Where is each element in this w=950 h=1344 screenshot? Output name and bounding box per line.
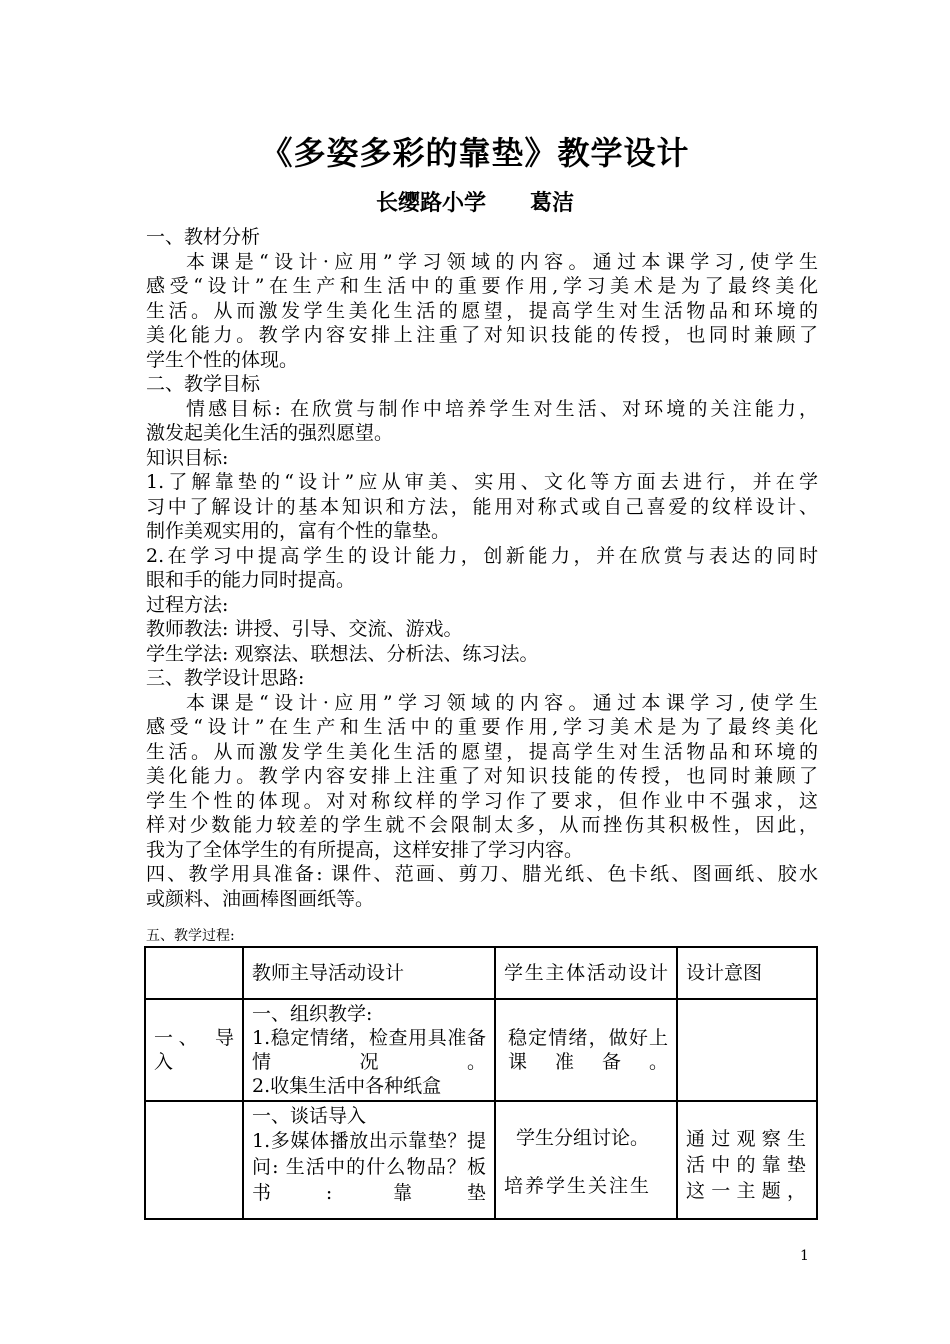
paragraph-line: 2.在学习中提高学生的设计能力，创新能力，并在欣赏与表达的同时 xyxy=(146,544,818,567)
section-heading: 三、教学设计思路: xyxy=(146,667,305,689)
author-name: 葛洁 xyxy=(530,191,575,216)
stage-cell: 一、 导入 xyxy=(145,999,243,1101)
document-body xyxy=(146,225,818,911)
paragraph-line: 美化能力。教学内容安排上注重了对知识技能的传授，也同时兼顾了 xyxy=(146,324,818,346)
paragraph-line: 教师教法: 讲授、引导、交流、游戏。 xyxy=(146,618,463,640)
cell-line: 1.稳定情绪，检查用具准备情况。 xyxy=(252,1027,486,1073)
table-header-row xyxy=(145,947,817,999)
design-intent-cell: 通过观察生活中的靠垫这一主题， xyxy=(677,1101,817,1219)
paragraph-line: 激发起美化生活的强烈愿望。 xyxy=(146,422,394,444)
table-header-cell: 设计意图 xyxy=(677,947,817,999)
paragraph-line: 感受“设计”在生产和生活中的重要作用,学习美术是为了最终美化 xyxy=(146,275,818,297)
paragraph-line: 1.了解靠垫的“设计”应从审美、实用、文化等方面去进行，并在学 xyxy=(146,471,818,493)
paragraph-line: 本课是“设计·应用”学习领域的内容。通过本课学习,使学生 xyxy=(186,691,818,714)
paragraph-line: 或颜料、油画棒图画纸等。 xyxy=(146,887,375,910)
section-heading: 二、教学目标 xyxy=(146,373,261,395)
teaching-process-table xyxy=(144,946,818,1220)
paragraph-line: 学生学法: 观察法、联想法、分析法、练习法。 xyxy=(146,642,539,665)
section-heading: 一、教材分析 xyxy=(146,226,261,248)
student-activity-cell: 稳定情绪，做好上课准备。 xyxy=(495,999,677,1101)
table-row xyxy=(145,999,817,1101)
paragraph-line: 知识目标: xyxy=(146,446,229,469)
cell-line: 一、谈话导入 xyxy=(252,1105,367,1127)
paragraph-line: 美化能力。教学内容安排上注重了对知识技能的传授，也同时兼顾了 xyxy=(146,765,818,787)
paragraph-line: 生活。从而激发学生美化生活的愿望，提高学生对生活物品和环境的 xyxy=(146,740,818,763)
cell-line: 培养学生关注生 xyxy=(504,1175,652,1197)
page-title: 《多姿多彩的靠垫》教学设计 xyxy=(260,134,690,172)
section-heading-small: 五、教学过程: xyxy=(146,928,235,944)
design-intent-cell xyxy=(677,999,817,1101)
teacher-activity-cell xyxy=(243,999,495,1101)
table-header-cell: 学生主体活动设计 xyxy=(495,947,677,999)
author-line xyxy=(0,186,950,217)
teacher-activity-cell xyxy=(243,1101,495,1219)
paragraph-line: 样对少数能力较差的学生就不会限制太多，从而挫伤其积极性，因此， xyxy=(146,814,818,836)
document-page: 《多姿多彩的靠垫》教学设计 长缨路小学 葛洁 一、教材分析 本课是“设计·应用”学习领域的内容。通过本课学习,使学生 感受“设计”在生产和生活中的重要作用,学习美术是为了最终美化 生活。从而激发学生美化生活的愿望，提高学生对生活物品和环境的 美化能力。教学内容安排上注重了对知识技能的传授，也同时兼顾了 学生个性的体现。 二、教学目标 情感目标: 在欣赏与制作中培养学生对生活、对环境的关注能力， 激发起美化生活的强烈愿望。 知识目标: 1.了解靠垫的“设计”应从审美、实用、文化等方面去进行，并在学 习中了解设计的基本知识和方法，能用对称式或自己喜爱的纹样设计、 制作美观实用的，富有个性的靠垫。 2.在学习中提高学生的设计能力，创新能力，并在欣赏与表达的同时 眼和手的能力同时提高。 过程方法: 教师教法: 讲授、引导、交流、游戏。 学生学法: 观察法、联想法、分析法、练习法。 三、教学设计思路: 本课是“设计·应用”学习领域的内容。通过本课学习,使学生 感受“设计”在生产和生活中的重要作用,学习美术是为了最终美化 生活。从而激发学生美化生活的愿望，提高学生对生活物品和环境的 美化能力。教学内容安排上注重了对知识技能的传授，也同时兼顾了 学生个性的体现。对对称纹样的学习作了要求，但作业中不强求，这 样对少数能力较差的学生就不会限制太多，从而挫伤其积极性，因此， 我为了全体学生的有所提高，这样安排了学习内容。 四、教学用具准备: 课件、范画、剪刀、腊光纸、色卡纸、图画纸、胶水 或颜料、油画棒图画纸等。 五、教学过程: 教师主导活动设计 学生主体活动设计 设计意图 一、 导入 一、组织教学: 1.稳定情绪，检查用具准备情况。 2.收集生活中各种纸盒 稳定情绪，做好上课准备。 一、谈话导入 1.多媒体播放出示靠垫？提问: 生活中的什么物品？板书: 靠垫 学生分组讨论。 培养学生关注生 通过观察生活中的靠垫这一主题， 1 xyxy=(0,0,950,1344)
table-header-cell xyxy=(145,947,243,999)
paragraph-line: 本课是“设计·应用”学习领域的内容。通过本课学习,使学生 xyxy=(186,250,818,273)
paragraph-line: 情感目标: 在欣赏与制作中培养学生对生活、对环境的关注能力， xyxy=(186,397,818,420)
school-name: 长缨路小学 xyxy=(375,191,486,216)
paragraph-line: 四、教学用具准备: 课件、范画、剪刀、腊光纸、色卡纸、图画纸、胶水 xyxy=(146,863,818,885)
paragraph-line: 眼和手的能力同时提高。 xyxy=(146,569,356,591)
student-activity-cell xyxy=(495,1101,677,1219)
cell-line: 学生分组讨论。 xyxy=(516,1127,650,1149)
table-row xyxy=(145,1101,817,1219)
stage-cell xyxy=(145,1101,243,1219)
cell-line: 2.收集生活中各种纸盒 xyxy=(252,1075,442,1097)
paragraph-line: 习中了解设计的基本知识和方法，能用对称式或自己喜爱的纹样设计、 xyxy=(146,495,818,518)
paragraph-line: 过程方法: xyxy=(146,593,229,616)
paragraph-line: 学生个性的体现。对对称纹样的学习作了要求，但作业中不强求，这 xyxy=(146,789,818,812)
cell-line: 一、组织教学: xyxy=(252,1003,373,1025)
cell-line: 1.多媒体播放出示靠垫？提问: 生活中的什么物品？板书: 靠垫 xyxy=(252,1130,486,1204)
paragraph-line: 感受“设计”在生产和生活中的重要作用,学习美术是为了最终美化 xyxy=(146,716,818,738)
paragraph-line: 生活。从而激发学生美化生活的愿望，提高学生对生活物品和环境的 xyxy=(146,299,818,322)
paragraph-line: 我为了全体学生的有所提高，这样安排了学习内容。 xyxy=(146,838,584,861)
paragraph-line: 制作美观实用的，富有个性的靠垫。 xyxy=(146,520,451,542)
paragraph-line: 学生个性的体现。 xyxy=(146,348,299,371)
table-header-cell: 教师主导活动设计 xyxy=(243,947,495,999)
